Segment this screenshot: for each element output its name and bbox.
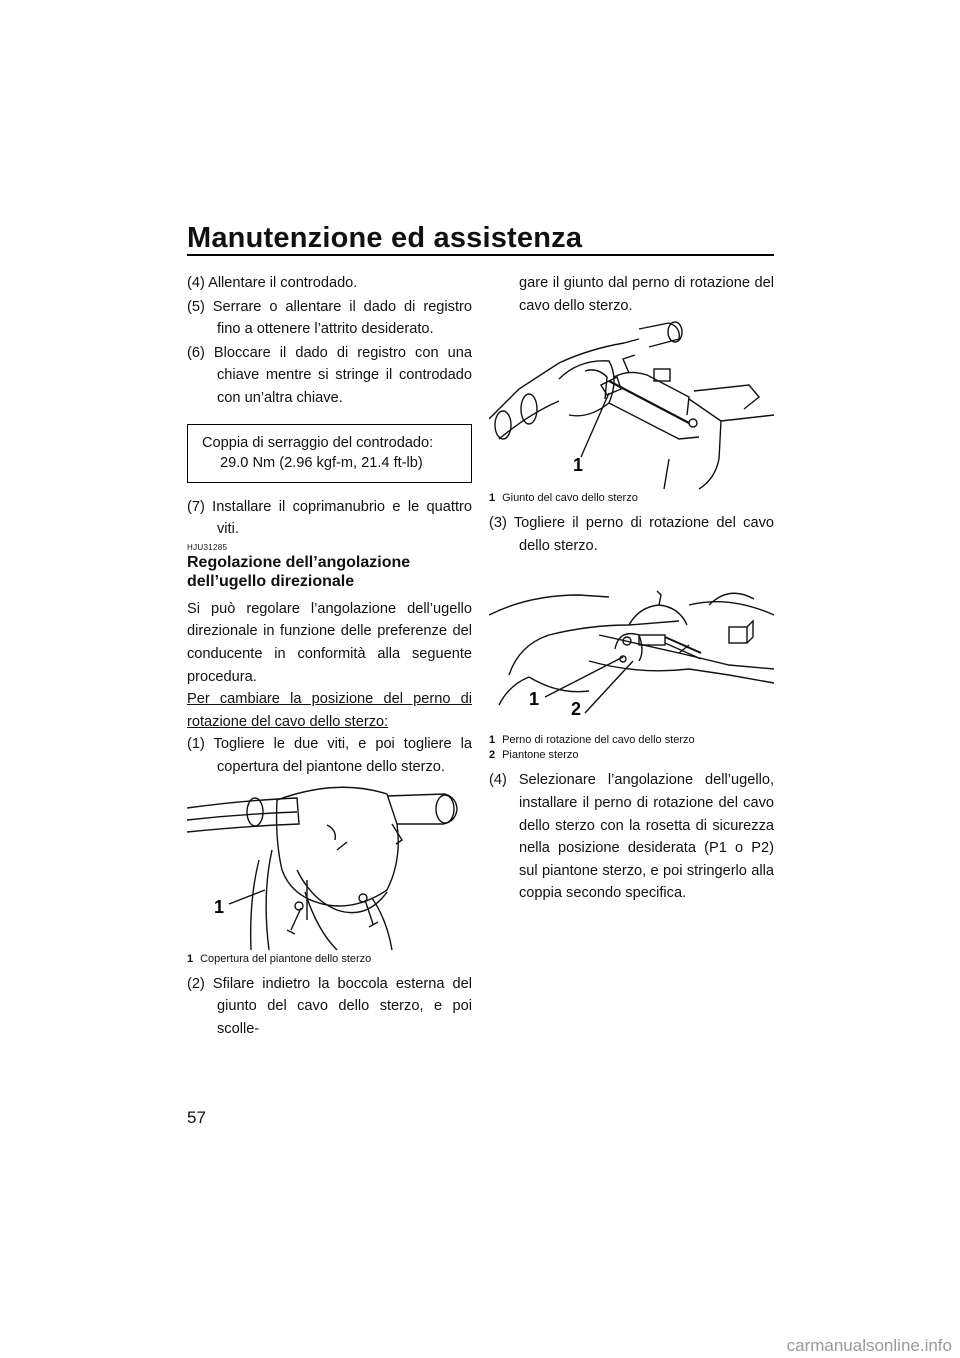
figure-cable-joint xyxy=(489,319,774,491)
figure3-caption-2-text: Piantone sterzo xyxy=(502,749,579,762)
left-column xyxy=(187,272,472,1041)
spec-label: Coppia di serraggio del controdado: xyxy=(202,434,434,451)
spec-value: 29.0 Nm (2.96 kgf-m, 21.4 ft-lb) xyxy=(220,454,423,471)
figure3-caption-2-num: 2 xyxy=(489,749,496,762)
figure3-caption-1 xyxy=(489,733,774,748)
figure-steering-cover xyxy=(187,780,472,952)
step-3: (3) Togliere il perno di rotazione del cavo dello sterzo. xyxy=(489,515,774,554)
figure3-caption-2 xyxy=(489,748,774,763)
figure1-caption-num: 1 xyxy=(187,952,194,965)
figure2-caption-text: Giunto del cavo dello sterzo xyxy=(502,492,638,505)
page-title: Manutenzione ed assistenza xyxy=(187,222,583,254)
step-6: (6) Bloccare il dado di registro con una chiave mentre si stringe il controdado con un’altra chiave. xyxy=(187,344,472,406)
figure3-callout-2: 2 xyxy=(571,699,582,720)
watermark: carmanualsonline.info xyxy=(786,1336,952,1355)
subheading: Per cambiare la posizione del perno di rotazione del cavo dello sterzo: xyxy=(187,691,472,730)
figure2-callout: 1 xyxy=(573,455,584,476)
right-column xyxy=(489,272,774,906)
figure1-caption-text: Copertura del piantone dello sterzo xyxy=(200,952,372,965)
step-2: (2) Sfilare indietro la boccola esterna del giunto del cavo dello sterzo, e poi scolle- xyxy=(187,975,472,1037)
step-1: (1) Togliere le due viti, e poi togliere la copertura del piantone dello sterzo. xyxy=(187,736,472,775)
figure2-caption xyxy=(489,491,774,506)
figure1-callout: 1 xyxy=(214,896,225,917)
step-2-continuation: gare il giunto dal perno di rotazione del cavo dello sterzo. xyxy=(519,275,774,314)
figure3-caption-1-num: 1 xyxy=(489,734,496,747)
step-4: (4) Allentare il controdado. xyxy=(187,275,358,291)
section-heading: Regolazione dell’angolazione dell’ugello direzionale xyxy=(187,553,411,590)
figure2-caption-num: 1 xyxy=(489,492,496,505)
figure-pivot-pin xyxy=(489,565,774,733)
section-code: HJU31285 xyxy=(187,542,228,552)
figure3-callout-1: 1 xyxy=(529,689,540,710)
step-5: (5) Serrare o allentare il dado di registro fino a ottenere l’attrito desiderato. xyxy=(187,298,472,338)
title-rule xyxy=(187,254,774,256)
step-4b: (4) Selezionare l’angolazione dell’ugello, installare il perno di rotazione del cavo dello sterzo con la rosetta di sicurezza nella posizione desiderata (P1 o P2) sul piantone sterzo, e poi stringerlo alla coppia secondo specifica. xyxy=(489,772,774,902)
figure1-caption xyxy=(187,952,472,967)
figure3-caption-1-text: Perno di rotazione del cavo dello sterzo xyxy=(502,734,695,747)
torque-spec-box xyxy=(187,424,472,483)
page-number: 57 xyxy=(187,1108,206,1127)
step-7: (7) Installare il coprimanubrio e le quattro viti. xyxy=(187,498,472,538)
intro-paragraph: Si può regolare l’angolazione dell’ugello direzionale in funzione delle preferenze del conducente in conformità alla seguente procedura. xyxy=(187,600,472,685)
